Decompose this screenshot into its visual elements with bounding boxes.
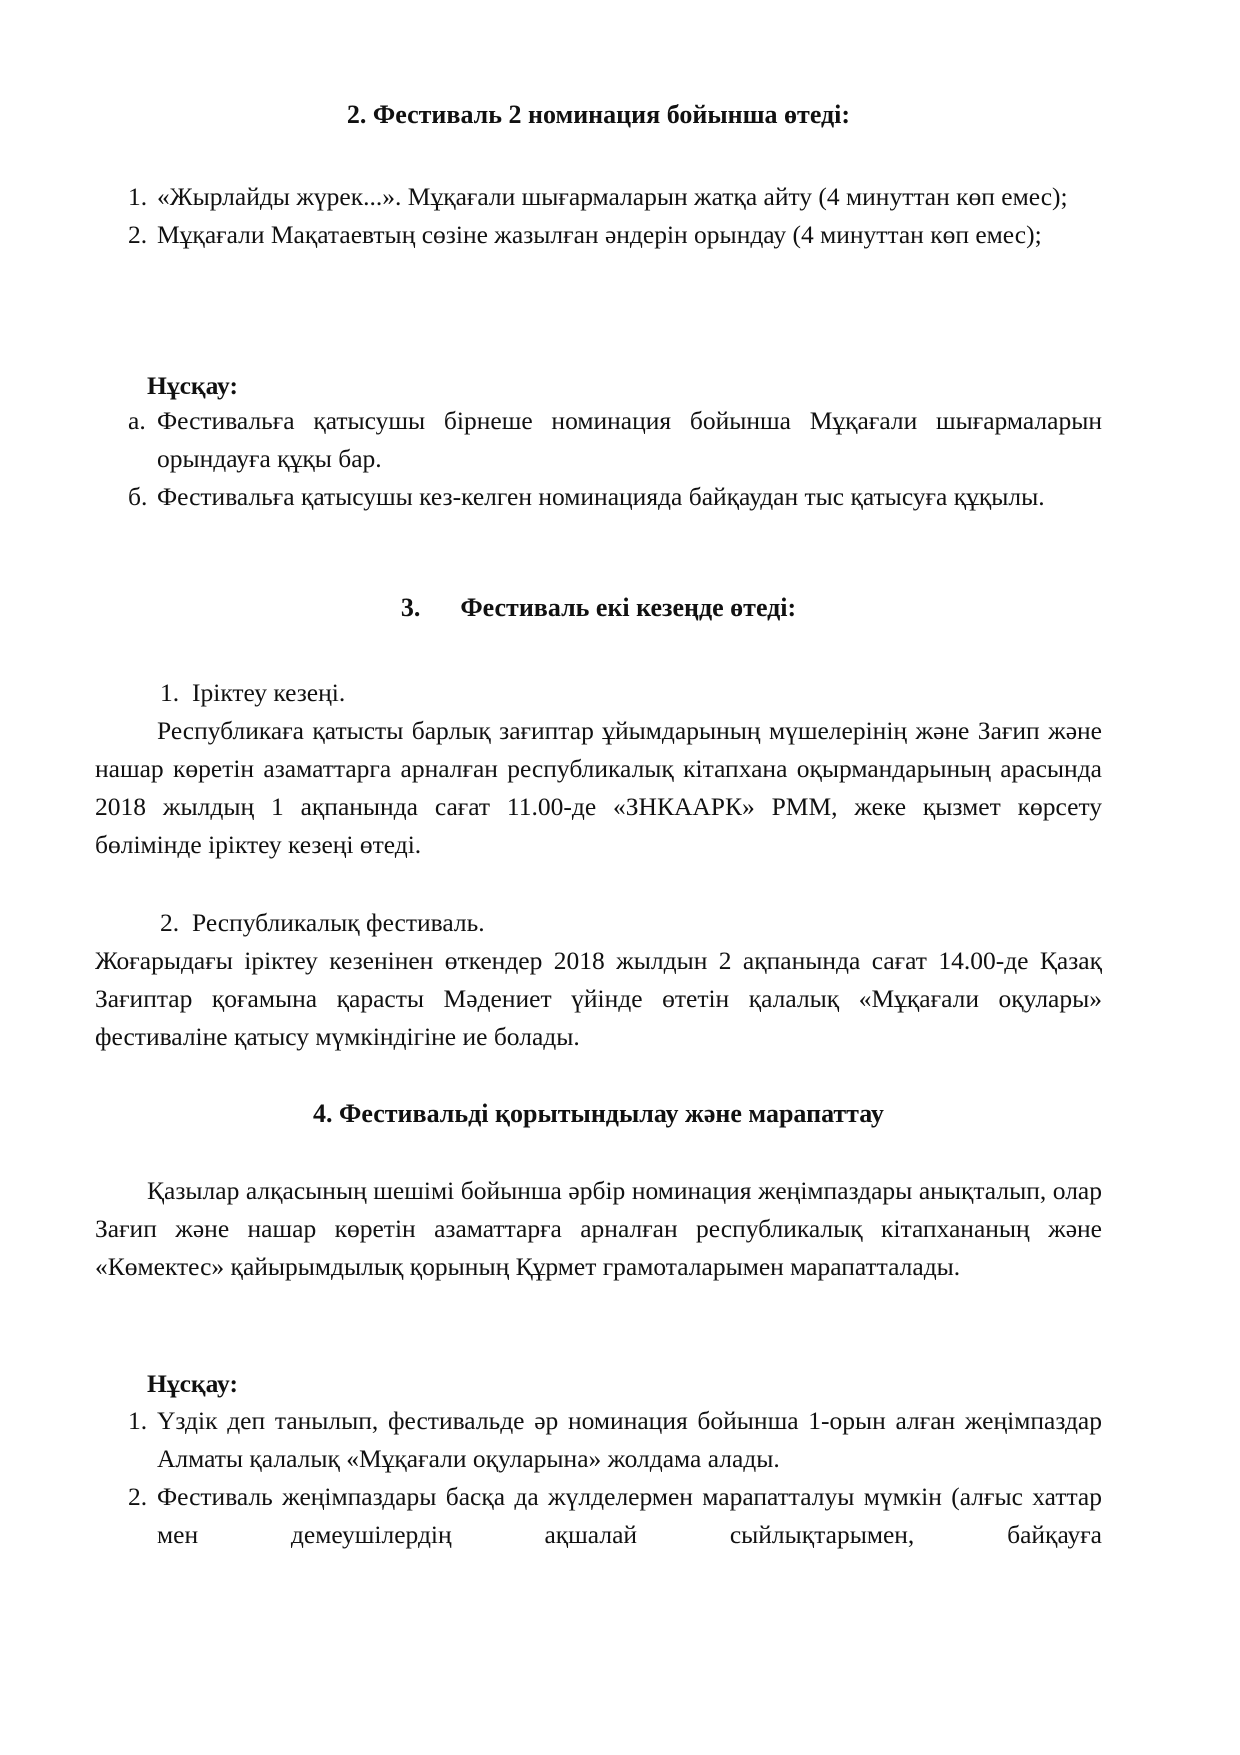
list-item-text: «Жырлайды жүрек...». Мұқағали шығармаларын жатқа айту (4 минуттан көп емес); (157, 182, 1068, 211)
list-marker: б. (128, 482, 148, 511)
nominations-list (95, 178, 1102, 254)
awards-paragraph: Қазылар алқасының шешімі бойынша әрбір номинация жеңімпаздары анықталып, олар Зағип және нашар көретін азаматтарға арналған республикалық кітапхананың және «Көмектес» қайырымдылық қорының Құрмет грамоталарымен марапатталады. (95, 1176, 1102, 1281)
awards-note-list (95, 1402, 1102, 1554)
note-label: Нұсқау: (147, 1369, 238, 1398)
list-marker: 2. (128, 1482, 148, 1511)
list-marker: 1. (128, 182, 148, 211)
section-4-heading: 4. Фестивальді қорытындылау және марапаттау (313, 1099, 884, 1128)
section-title: Фестиваль екі кезеңде өтеді: (460, 593, 797, 622)
section-number: 3. (400, 593, 421, 622)
list-item-text: Фестивальға қатысушы кез-келген номинацияда байқаудан тыс қатысуға құқылы. (157, 482, 1045, 511)
stage-number: 1. (160, 678, 180, 707)
list-item (95, 216, 1102, 254)
list-item-text: Фестиваль жеңімпаздары басқа да жүлделермен марапатталуы мүмкін (алғыс хаттар мен демеушілердің ақшалай сыйлықтарымен, байқауға (157, 1482, 1102, 1549)
list-item (95, 1478, 1102, 1554)
list-item-text: Фестивальға қатысушы бірнеше номинация бойынша Мұқағали шығармаларын орындауға құқы бар. (157, 406, 1102, 473)
list-item (95, 1402, 1102, 1478)
list-item (95, 402, 1102, 478)
list-item-text: Мұқағали Мақатаевтың сөзіне жазылған әндерін орындау (4 минуттан көп емес); (157, 220, 1042, 249)
stage-2-heading (95, 904, 1167, 942)
list-marker: 2. (128, 220, 148, 249)
stage-1-heading (95, 674, 1167, 712)
section-2-heading: 2. Фестиваль 2 номинация бойынша өтеді: (346, 100, 851, 129)
list-marker: 1. (128, 1406, 148, 1435)
stage-label: Республикалық фестиваль. (192, 908, 485, 937)
list-item (95, 478, 1102, 516)
section-3-heading (95, 589, 1102, 627)
stage-number: 2. (160, 908, 180, 937)
list-item (95, 178, 1102, 216)
stage-2-paragraph: Жоғарыдағы іріктеу кезенінен өткендер 2018 жылдын 2 ақпанында сағат 14.00-де Қазақ Зағиптар қоғамына қарасты Мәдениет үйінде өтетін қалалық «Мұқағали оқулары» фестиваліне қатысу мүмкіндігіне ие болады. (95, 946, 1102, 1051)
list-marker: а. (128, 406, 146, 435)
note-label: Нұсқау: (147, 371, 238, 400)
note-list (95, 402, 1102, 516)
stage-1-paragraph: Республикаға қатысты барлық зағиптар ұйымдарының мүшелерінің және Зағип және нашар көретін азаматтарга арналған республикалық кітапхана оқырмандарының арасында 2018 жылдың 1 ақпанында сағат 11.00-де «ЗНКААРК» РММ, жеке қызмет көрсету бөлімінде іріктеу кезеңі өтеді. (95, 716, 1102, 859)
list-item-text: Үздік деп танылып, фестивальде әр номинация бойынша 1-орын алған жеңімпаздар Алматы қалалық «Мұқағали оқуларына» жолдама алады. (157, 1406, 1102, 1473)
stage-label: Іріктеу кезеңі. (192, 678, 346, 707)
